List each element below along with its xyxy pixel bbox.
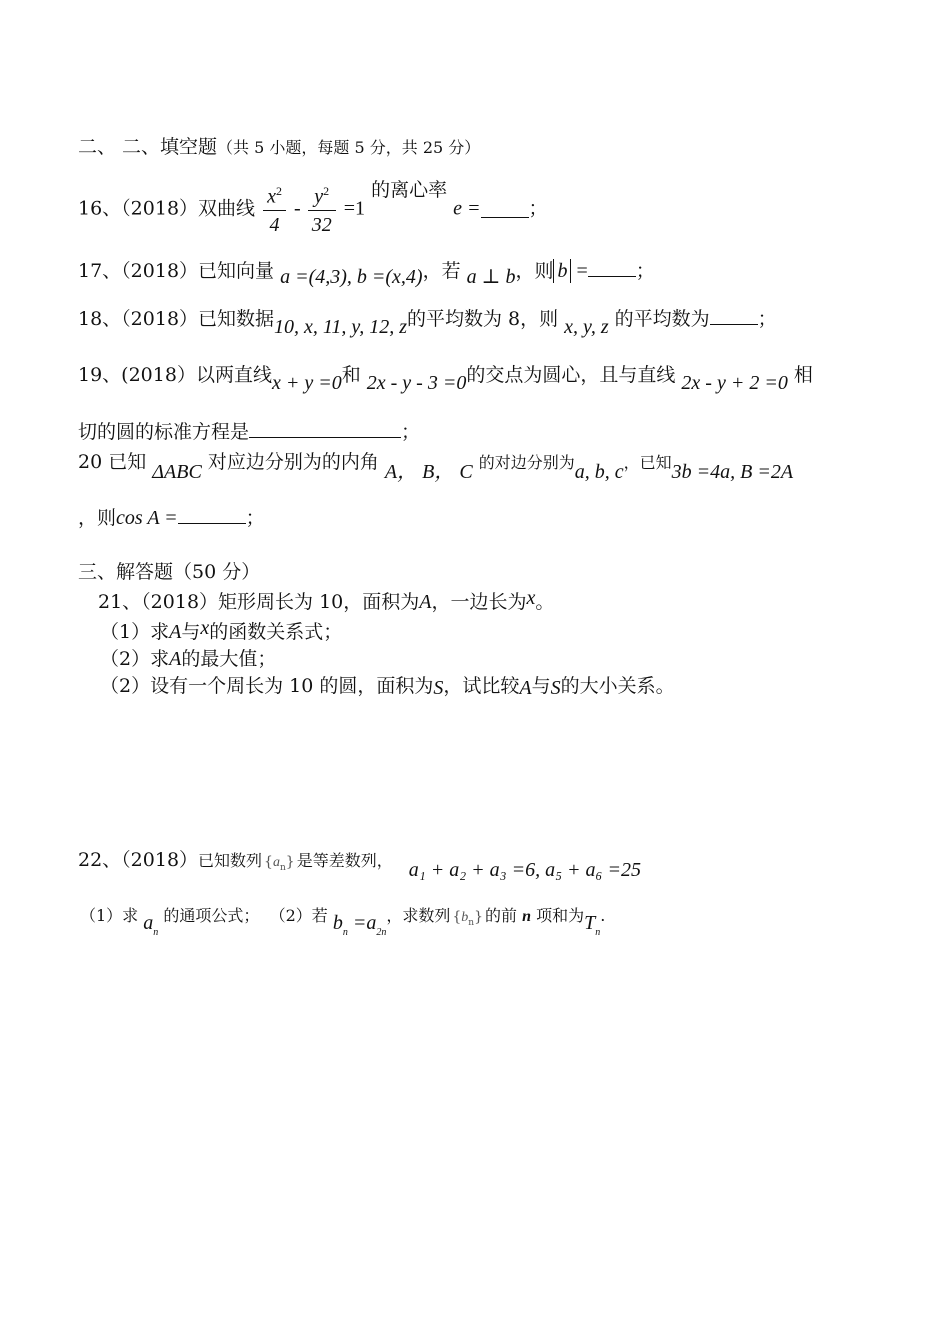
- question-21: 21、（2018）矩形周长为 10，面积为A，一边长为x。: [98, 587, 555, 613]
- question-18: 18、（2018）已知数据10, x, 11, y, 12, z的平均数为 8，则 x, y, z 的平均数为 ；: [78, 308, 777, 338]
- section-3-heading: 三、解答题（50 分）: [78, 561, 261, 583]
- answer-blank-18[interactable]: [710, 306, 758, 325]
- question-22-parts: （1）求 $a_n$ 的通项公式； （2）若 $b_n =a_{2n}$，求数列 $\{b_n\}$ 的前 n 项和为$T_n$.: [80, 906, 606, 939]
- question-21-part-3: （2）设有一个周长为 10 的圆，面积为S，试比较A与S的大小关系。: [100, 675, 675, 699]
- fraction-x2-over-4: $\frac{x^2}{4}$: [263, 178, 286, 239]
- abs-b: b: [553, 259, 571, 283]
- answer-blank-16[interactable]: [481, 199, 529, 218]
- question-20-line-2: ，则cos A = ；: [78, 507, 265, 529]
- answer-blank-17[interactable]: [588, 258, 636, 277]
- answer-blank-20[interactable]: [178, 505, 246, 524]
- question-20: 20 已知 ΔABC 对应边分别为的内角 A， B， C 的对边分别为a, b, c，已知3b =4a, B =2A: [78, 451, 794, 483]
- question-19: 19、(2018）以两直线x + y =0和 2x - y - 3 =0的交点为圆心，且与直线 2x - y + 2 =0 相: [78, 364, 813, 394]
- question-17: 17、（2018）已知向量 a =(4,3), b =(x,4)，若 a ⊥ b，则 b = ；: [78, 260, 655, 288]
- question-16: 16、（2018）双曲线 $\frac{x^2}{4}$ - $\frac{y^2}{32}$ =1 的离心率 e = ；: [78, 178, 548, 238]
- answer-blank-19[interactable]: [249, 419, 401, 438]
- question-19-line-2: 切的圆的标准方程是 ；: [78, 421, 421, 443]
- question-21-part-1: （1）求A与x的函数关系式；: [100, 617, 343, 643]
- question-22: 22、（2018）已知数列 $\{a_n\}$ 是等差数列， a₁ + a₂ + a₃ =6, a₅ + a₆ =25: [78, 849, 641, 881]
- fraction-y2-over-32: $\frac{y^2}{32}$: [308, 178, 336, 239]
- question-21-part-2: （2）求A的最大值；: [100, 648, 277, 670]
- section-2-heading: 二、 二、填空题（共 5 小题，每题 5 分，共 25 分）: [78, 136, 481, 158]
